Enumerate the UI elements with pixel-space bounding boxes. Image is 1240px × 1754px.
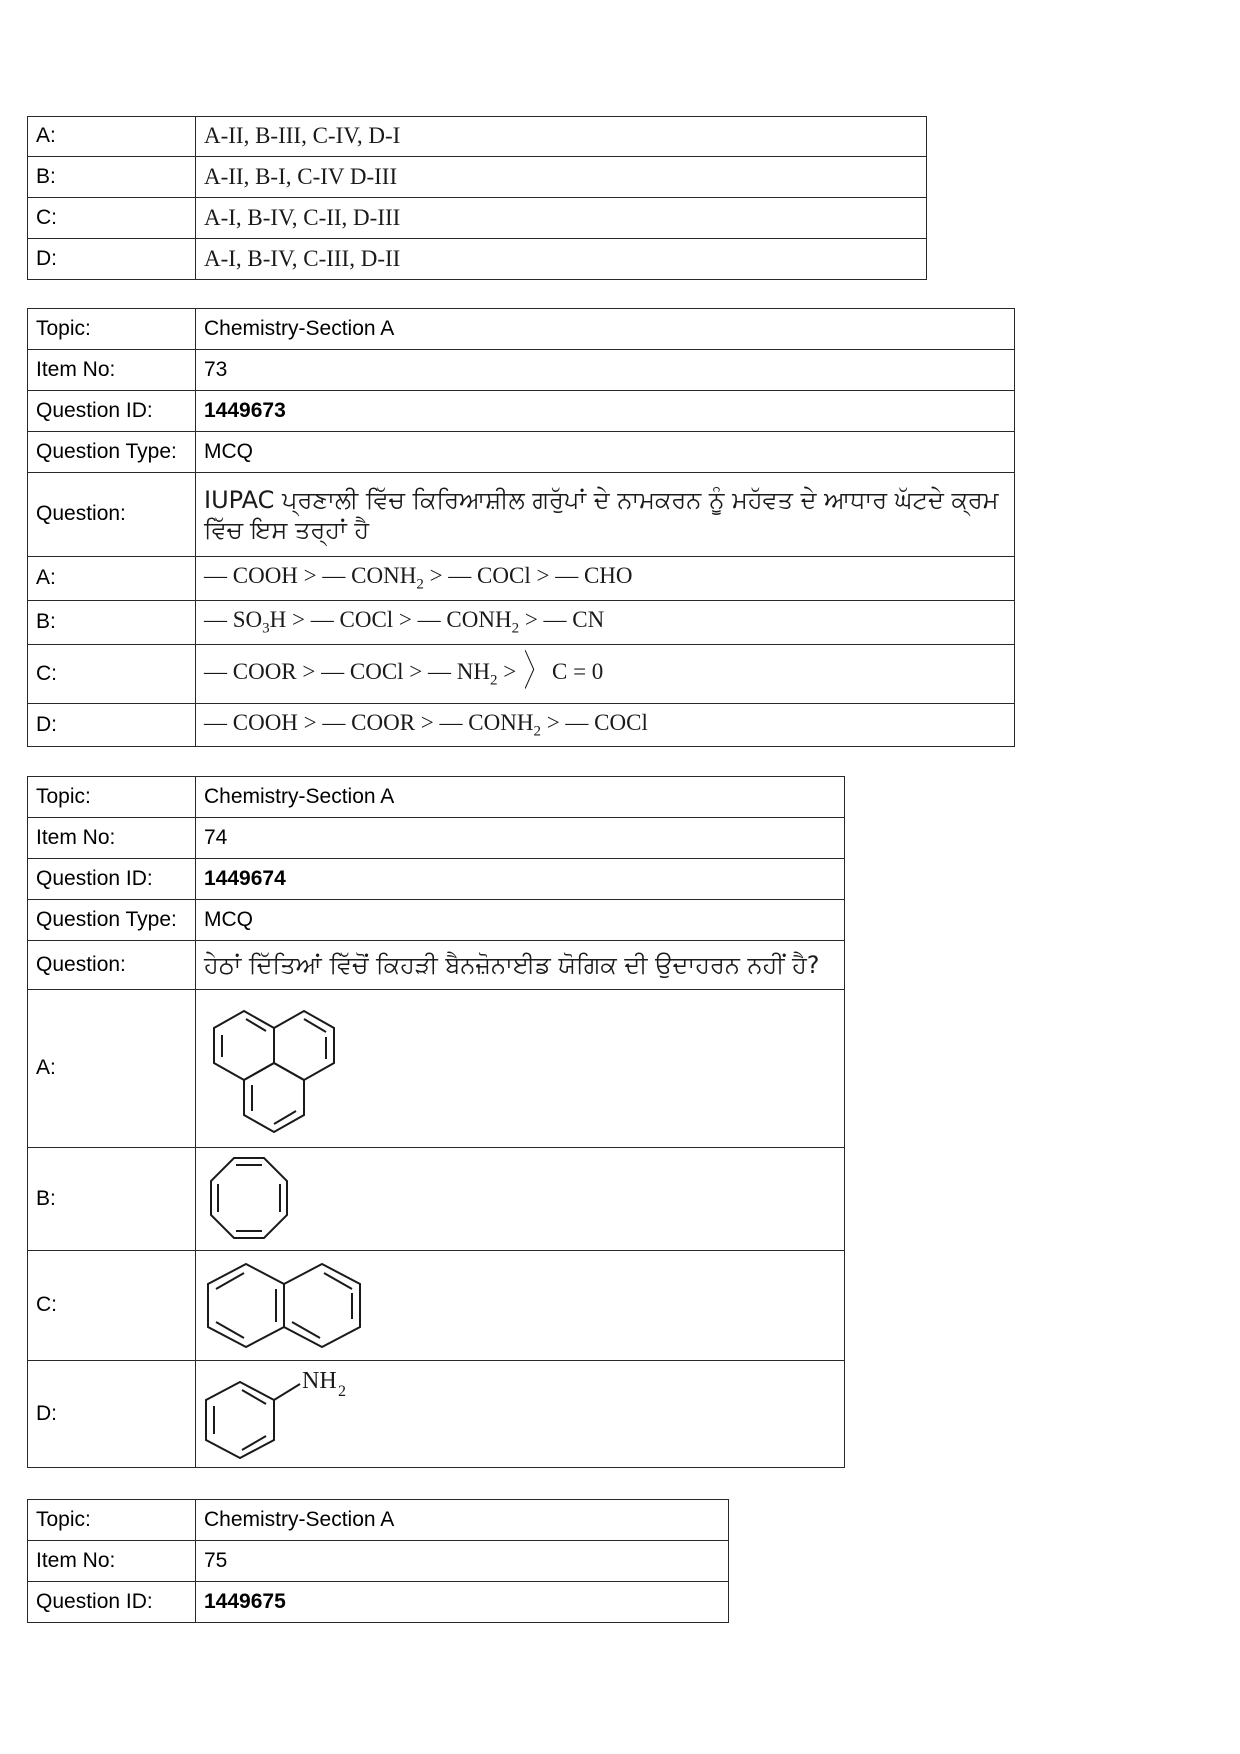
- option-row-a: [28, 117, 927, 157]
- option-value: A-I, B-IV, C-II, D-III: [196, 198, 927, 239]
- formula-part: >: [497, 658, 522, 684]
- formula-part: — COOH > — COOR > — CONH: [204, 709, 534, 735]
- question-type-value: MCQ: [196, 900, 845, 941]
- option-formula: [196, 601, 1015, 645]
- question-text: IUPAC ਪ੍ਰਣਾਲੀ ਵਿੱਚ ਕਿਰਿਆਸ਼ੀਲ ਗਰੁੱਪਾਂ ਦੇ ਨਾਮਕਰਨ ਨੂੰ ਮਹੱਵਤ ਦੇ ਆਧਾਰ ਘੱਟਦੇ ਕ੍ਰਮ ਵਿੱਚ ਇਸ ਤਰ੍ਹਾਂ ਹੈ: [196, 473, 1015, 557]
- option-value: A-I, B-IV, C-III, D-II: [196, 239, 927, 280]
- question-73-table: [27, 308, 1015, 747]
- formula-part: H > — COCl > — CONH: [269, 607, 512, 633]
- option-label: D:: [28, 239, 196, 280]
- option-row-b: [28, 601, 1015, 645]
- question-id-value: 1449674: [196, 859, 845, 900]
- aniline-structure: [204, 1364, 374, 1464]
- option-row-b: [28, 1148, 845, 1251]
- topic-value: Chemistry-Section A: [196, 1500, 729, 1541]
- question-text: ਹੇਠਾਂ ਦਿੱਤਿਆਂ ਵਿੱਚੋਂ ਕਿਹੜੀ ਬੈਨਜ਼ੋਨਾਈਡ ਯੋਗਿਕ ਦੀ ਉਦਾਹਰਨ ਨਹੀਂ ਹੈ?: [196, 941, 845, 990]
- option-value: A-II, B-I, C-IV D-III: [196, 157, 927, 198]
- option-label: C:: [28, 198, 196, 239]
- formula-part: > — CN: [519, 607, 605, 633]
- option-label: B:: [28, 601, 196, 645]
- topic-label: Topic:: [28, 1500, 196, 1541]
- question-id-value: 1449675: [196, 1582, 729, 1623]
- question-type-label: Question Type:: [28, 900, 196, 941]
- option-structure-cell: [196, 1251, 845, 1361]
- formula-subscript: 2: [416, 576, 424, 593]
- item-no-value: 73: [196, 350, 1015, 391]
- option-structure-cell: [196, 1361, 845, 1468]
- item-no-row: [28, 818, 845, 859]
- amine-label: NH: [302, 1368, 337, 1394]
- formula-part: — COOR > — COCl > — NH: [204, 658, 490, 684]
- formula-part: — COOH: [204, 563, 298, 589]
- formula-part: > — COCl > — CHO: [423, 563, 633, 589]
- option-row-b: [28, 157, 927, 198]
- formula-subscript: 2: [490, 672, 498, 689]
- topic-row: [28, 309, 1015, 350]
- item-no-label: Item No:: [28, 350, 196, 391]
- carbonyl-bracket: 〉: [523, 647, 546, 695]
- option-row-c: [28, 645, 1015, 704]
- question-id-row: [28, 859, 845, 900]
- item-no-row: [28, 350, 1015, 391]
- question-type-row: [28, 900, 845, 941]
- option-formula: [196, 704, 1015, 747]
- option-structure-cell: [196, 990, 845, 1148]
- option-label: A:: [28, 117, 196, 157]
- topic-row: [28, 1500, 729, 1541]
- phenalene-structure: [204, 999, 354, 1139]
- item-no-value: 74: [196, 818, 845, 859]
- option-value: A-II, B-III, C-IV, D-I: [196, 117, 927, 157]
- option-label: C:: [28, 1251, 196, 1361]
- formula-part: > — CONH: [297, 563, 417, 589]
- formula-subscript: 2: [511, 620, 520, 637]
- option-label: B:: [28, 1148, 196, 1251]
- formula-subscript: 2: [533, 723, 541, 740]
- question-id-label: Question ID:: [28, 859, 196, 900]
- option-label: D:: [28, 1361, 196, 1468]
- topic-value: Chemistry-Section A: [196, 777, 845, 818]
- option-row-c: [28, 198, 927, 239]
- question-label: Question:: [28, 473, 196, 557]
- option-label: A:: [28, 557, 196, 601]
- question-row: [28, 941, 845, 990]
- option-row-d: [28, 704, 1015, 747]
- option-row-a: [28, 990, 845, 1148]
- option-row-c: [28, 1251, 845, 1361]
- question-id-value: 1449673: [196, 391, 1015, 432]
- topic-label: Topic:: [28, 777, 196, 818]
- question-75-table: [27, 1499, 729, 1623]
- question-id-row: [28, 1582, 729, 1623]
- item-no-label: Item No:: [28, 1541, 196, 1582]
- option-row-d: [28, 1361, 845, 1468]
- question-type-row: [28, 432, 1015, 473]
- question-id-label: Question ID:: [28, 1582, 196, 1623]
- formula-part: > — COCl: [540, 709, 648, 735]
- option-label: B:: [28, 157, 196, 198]
- option-row-d: [28, 239, 927, 280]
- question-label: Question:: [28, 941, 196, 990]
- prev-options-table: [27, 116, 927, 280]
- option-row-a: [28, 557, 1015, 601]
- formula-subscript: 3: [262, 620, 270, 637]
- question-row: [28, 473, 1015, 557]
- naphthalene-structure: [204, 1259, 364, 1353]
- option-label: C:: [28, 645, 196, 704]
- question-74-table: [27, 776, 845, 1468]
- formula-part: — SO: [204, 607, 263, 633]
- question-type-label: Question Type:: [28, 432, 196, 473]
- topic-row: [28, 777, 845, 818]
- item-no-value: 75: [196, 1541, 729, 1582]
- option-structure-cell: [196, 1148, 845, 1251]
- item-no-row: [28, 1541, 729, 1582]
- option-formula: [196, 557, 1015, 601]
- formula-part: C = 0: [552, 658, 604, 684]
- topic-value: Chemistry-Section A: [196, 309, 1015, 350]
- option-label: D:: [28, 704, 196, 747]
- cyclooctatetraene-structure: [204, 1153, 294, 1245]
- item-no-label: Item No:: [28, 818, 196, 859]
- question-type-value: MCQ: [196, 432, 1015, 473]
- topic-label: Topic:: [28, 309, 196, 350]
- amine-subscript: 2: [338, 1383, 346, 1400]
- question-id-label: Question ID:: [28, 391, 196, 432]
- option-formula: [196, 645, 1015, 704]
- option-label: A:: [28, 990, 196, 1148]
- question-id-row: [28, 391, 1015, 432]
